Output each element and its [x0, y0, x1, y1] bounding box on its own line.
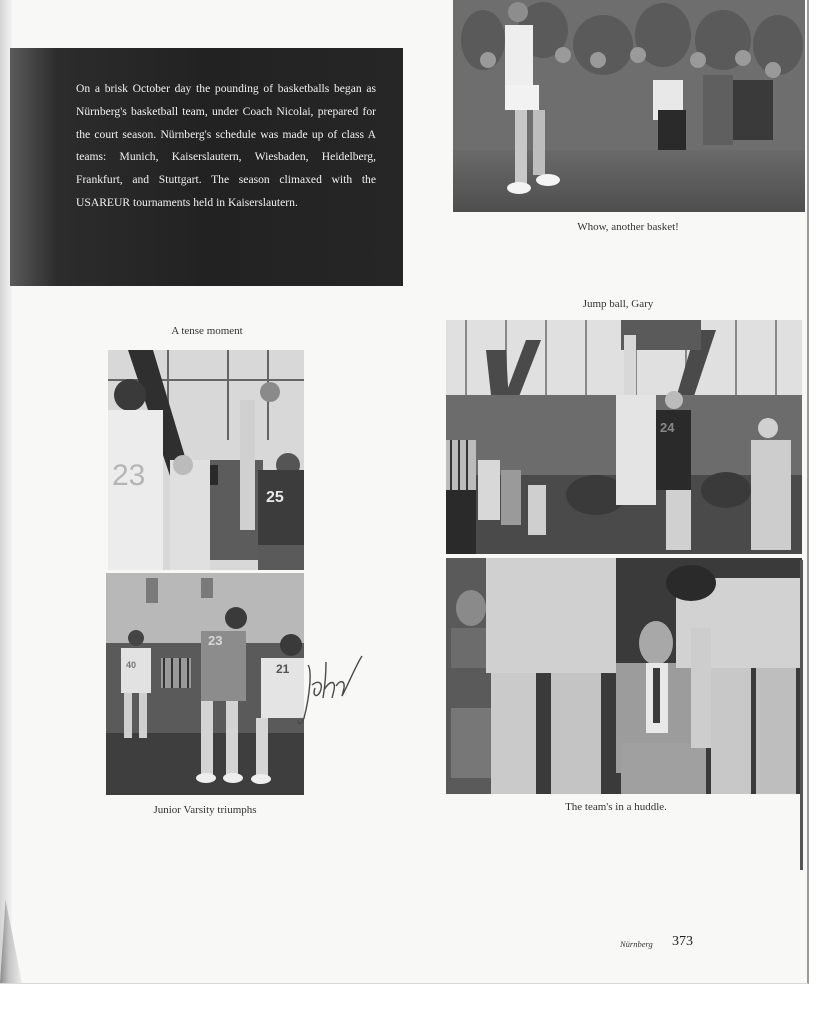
photo-junior-varsity [106, 573, 304, 795]
photo-team-huddle [446, 558, 802, 794]
jersey-number-23-jv: 23 [208, 633, 223, 648]
caption-junior-varsity: Junior Varsity triumphs [153, 804, 257, 816]
jersey-number-23: 23 [112, 459, 146, 492]
photo-tense-moment [108, 350, 304, 570]
handwritten-signature [290, 640, 370, 730]
jersey-number-24: 24 [660, 420, 675, 435]
jersey-number-40: 40 [126, 660, 137, 670]
photo-jump-ball [446, 320, 802, 554]
photo-another-basket [453, 0, 805, 212]
jersey-number-21: 21 [276, 662, 290, 676]
jersey-number-25: 25 [266, 489, 284, 506]
intro-text-block [10, 48, 403, 286]
caption-jump-ball: Jump ball, Gary [582, 298, 654, 310]
page-number: 373 [672, 934, 693, 949]
caption-another-basket: Whow, another basket! [577, 221, 679, 233]
intro-paragraph: On a brisk October day the pounding of basketballs began as Nürnberg's basketball team, under Coach Nicolai, prepared for the court season. Nürnberg's schedule was made up of class A teams: Munich, Kaiserslautern, Wiesbaden, Heidelberg, Frankfurt, and Stuttgart. The season climaxed with the USAREUR tournaments held in Kaiserslautern. [76, 82, 376, 209]
caption-tense-moment: A tense moment [171, 325, 243, 337]
folio-section: Nürnberg [620, 939, 653, 949]
caption-team-huddle: The team's in a huddle. [565, 801, 667, 813]
page-edge-line [800, 560, 803, 870]
